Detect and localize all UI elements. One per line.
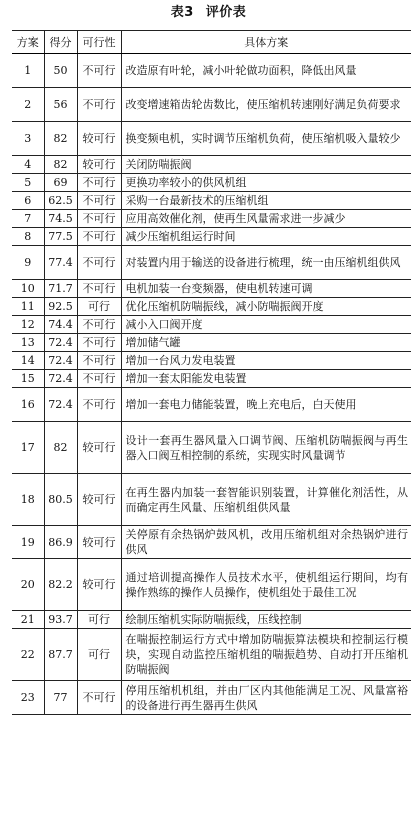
cell-feasibility: 不可行 [77, 388, 121, 422]
cell-plan-no: 17 [12, 422, 44, 474]
cell-feasibility: 不可行 [77, 192, 121, 210]
cell-feasibility: 不可行 [77, 352, 121, 370]
cell-score: 93.7 [44, 611, 77, 629]
table-row [12, 526, 411, 559]
table-row [12, 352, 411, 370]
cell-plan-detail: 增加一套电力储能装置，晚上充电后，白天使用 [121, 388, 411, 422]
table-row [12, 88, 411, 122]
cell-plan-detail: 增加一套太阳能发电装置 [121, 370, 411, 388]
cell-plan-detail: 电机加装一台变频器，使电机转速可调 [121, 280, 411, 298]
table-row [12, 611, 411, 629]
header-feasibility: 可行性 [77, 31, 121, 54]
cell-feasibility: 可行 [77, 298, 121, 316]
cell-score: 72.4 [44, 370, 77, 388]
table-caption [0, 0, 417, 26]
cell-feasibility: 不可行 [77, 88, 121, 122]
cell-score: 69 [44, 174, 77, 192]
cell-feasibility: 可行 [77, 611, 121, 629]
cell-feasibility: 不可行 [77, 246, 121, 280]
table-row [12, 370, 411, 388]
table-row [12, 298, 411, 316]
cell-feasibility: 可行 [77, 629, 121, 681]
cell-feasibility: 不可行 [77, 210, 121, 228]
cell-plan-detail: 减小入口阀开度 [121, 316, 411, 334]
cell-plan-detail: 关闭防喘振阀 [121, 156, 411, 174]
cell-plan-detail: 设计一套再生器风量入口调节阀、压缩机防喘振阀与再生器入口阀互相控制的系统，实现实时风量调节 [121, 422, 411, 474]
cell-score: 82 [44, 156, 77, 174]
cell-score: 80.5 [44, 474, 77, 526]
header-row [12, 31, 411, 54]
cell-plan-detail: 关停原有余热锅炉鼓风机，改用压缩机组对余热锅炉进行供风 [121, 526, 411, 559]
cell-feasibility: 较可行 [77, 156, 121, 174]
cell-plan-detail: 改造原有叶轮，减小叶轮做功面积，降低出风量 [121, 54, 411, 88]
cell-score: 74.5 [44, 210, 77, 228]
table-row [12, 388, 411, 422]
cell-feasibility: 不可行 [77, 228, 121, 246]
table-number: 表3 [170, 5, 194, 20]
cell-feasibility: 较可行 [77, 122, 121, 156]
cell-plan-detail: 绘制压缩机实际防喘振线，压线控制 [121, 611, 411, 629]
cell-feasibility: 不可行 [77, 316, 121, 334]
cell-plan-no: 21 [12, 611, 44, 629]
table-row [12, 192, 411, 210]
cell-plan-no: 2 [12, 88, 44, 122]
cell-plan-no: 19 [12, 526, 44, 559]
table-row [12, 174, 411, 192]
cell-plan-detail: 增加一台风力发电装置 [121, 352, 411, 370]
cell-score: 71.7 [44, 280, 77, 298]
cell-plan-detail: 采购一台最新技术的压缩机组 [121, 192, 411, 210]
cell-score: 87.7 [44, 629, 77, 681]
cell-plan-no: 3 [12, 122, 44, 156]
table-row [12, 228, 411, 246]
table-row [12, 422, 411, 474]
cell-feasibility: 不可行 [77, 334, 121, 352]
cell-score: 56 [44, 88, 77, 122]
cell-plan-detail: 应用高效催化剂，使再生风量需求进一步减少 [121, 210, 411, 228]
cell-score: 74.4 [44, 316, 77, 334]
table-row [12, 316, 411, 334]
cell-plan-no: 5 [12, 174, 44, 192]
cell-plan-no: 8 [12, 228, 44, 246]
cell-feasibility: 较可行 [77, 559, 121, 611]
table-row [12, 156, 411, 174]
cell-plan-no: 23 [12, 681, 44, 715]
cell-feasibility: 较可行 [77, 474, 121, 526]
cell-score: 77.4 [44, 246, 77, 280]
cell-score: 72.4 [44, 388, 77, 422]
cell-score: 82 [44, 422, 77, 474]
cell-plan-detail: 在再生器内加装一套智能识别装置，计算催化剂活性，从而确定再生风量、压缩机组供风量 [121, 474, 411, 526]
header-plan-no: 方案 [12, 31, 44, 54]
cell-feasibility: 较可行 [77, 526, 121, 559]
cell-plan-detail: 停用压缩机机组，并由厂区内其他能满足工况、风量富裕的设备进行再生器再生供风 [121, 681, 411, 715]
cell-score: 50 [44, 54, 77, 88]
table-row [12, 334, 411, 352]
table-row [12, 210, 411, 228]
cell-score: 62.5 [44, 192, 77, 210]
cell-plan-no: 22 [12, 629, 44, 681]
cell-plan-no: 14 [12, 352, 44, 370]
table-row [12, 122, 411, 156]
table-row [12, 629, 411, 681]
cell-plan-detail: 对装置内用于输送的设备进行梳理，统一由压缩机组供风 [121, 246, 411, 280]
cell-plan-detail: 优化压缩机防喘振线，减小防喘振阀开度 [121, 298, 411, 316]
table-row [12, 280, 411, 298]
cell-plan-no: 7 [12, 210, 44, 228]
cell-feasibility: 不可行 [77, 370, 121, 388]
cell-plan-detail: 改变增速箱齿轮齿数比，使压缩机转速刚好满足负荷要求 [121, 88, 411, 122]
table-header [12, 31, 411, 54]
cell-plan-no: 1 [12, 54, 44, 88]
cell-plan-detail: 更换功率较小的供风机组 [121, 174, 411, 192]
cell-plan-no: 13 [12, 334, 44, 352]
cell-feasibility: 不可行 [77, 174, 121, 192]
cell-plan-no: 20 [12, 559, 44, 611]
cell-plan-detail: 通过培训提高操作人员技术水平，使机组运行期间，均有操作熟练的操作人员操作，使机组处于最佳工况 [121, 559, 411, 611]
cell-score: 77.5 [44, 228, 77, 246]
cell-plan-detail: 在喘振控制运行方式中增加防喘振算法模块和控制运行模块，实现自动监控压缩机组的喘振趋势、自动打开压缩机防喘振阀 [121, 629, 411, 681]
cell-feasibility: 不可行 [77, 280, 121, 298]
cell-score: 72.4 [44, 334, 77, 352]
table-body [12, 54, 411, 715]
cell-plan-no: 6 [12, 192, 44, 210]
cell-plan-detail: 换变频电机，实时调节压缩机负荷，使压缩机吸入量较少 [121, 122, 411, 156]
cell-plan-no: 9 [12, 246, 44, 280]
cell-plan-no: 15 [12, 370, 44, 388]
cell-score: 92.5 [44, 298, 77, 316]
cell-plan-no: 12 [12, 316, 44, 334]
header-score: 得分 [44, 31, 77, 54]
cell-feasibility: 较可行 [77, 422, 121, 474]
cell-score: 77 [44, 681, 77, 715]
table-row [12, 559, 411, 611]
cell-score: 82.2 [44, 559, 77, 611]
header-plan-detail: 具体方案 [121, 31, 411, 54]
cell-plan-detail: 减少压缩机组运行时间 [121, 228, 411, 246]
evaluation-table [12, 30, 411, 715]
table-row [12, 54, 411, 88]
table-row [12, 474, 411, 526]
cell-plan-no: 11 [12, 298, 44, 316]
table-row [12, 246, 411, 280]
cell-score: 72.4 [44, 352, 77, 370]
cell-score: 86.9 [44, 526, 77, 559]
cell-score: 82 [44, 122, 77, 156]
cell-plan-no: 10 [12, 280, 44, 298]
cell-plan-no: 4 [12, 156, 44, 174]
cell-feasibility: 不可行 [77, 681, 121, 715]
cell-plan-no: 16 [12, 388, 44, 422]
cell-plan-detail: 增加储气罐 [121, 334, 411, 352]
cell-feasibility: 不可行 [77, 54, 121, 88]
table-row [12, 681, 411, 715]
cell-plan-no: 18 [12, 474, 44, 526]
table-title: 评价表 [205, 5, 247, 20]
